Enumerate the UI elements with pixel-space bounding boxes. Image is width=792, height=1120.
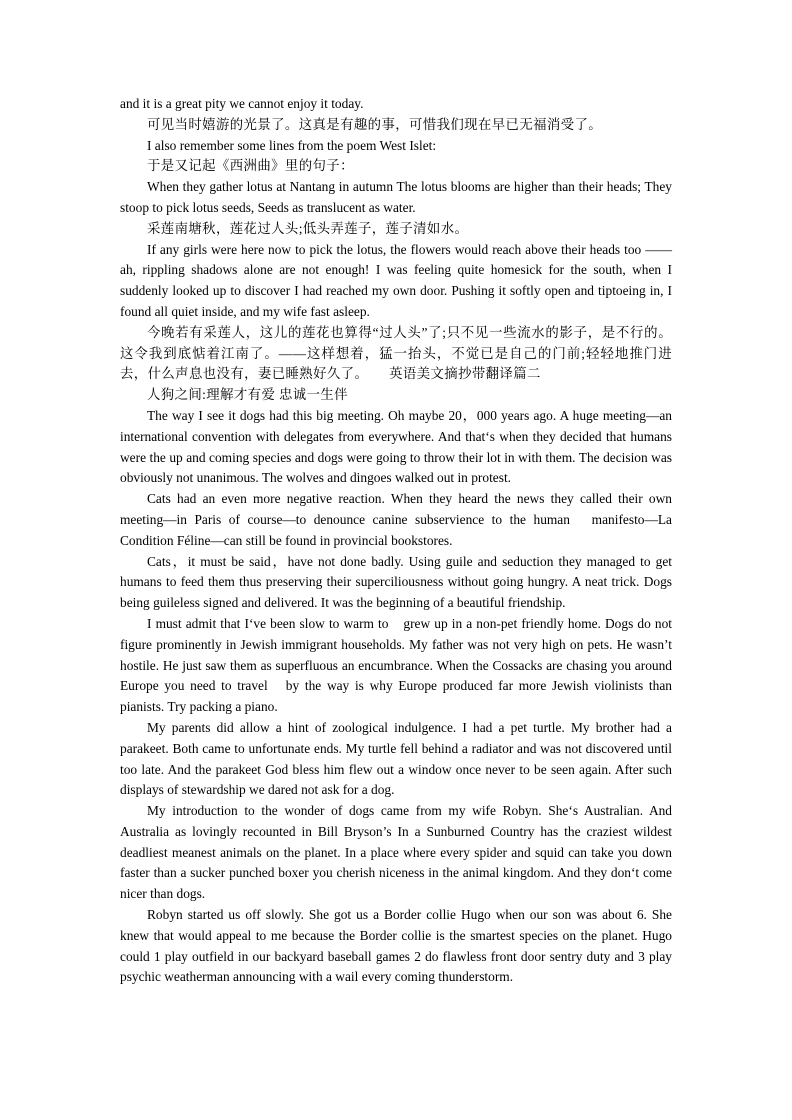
document-page [120,94,672,988]
paragraph: Cats，it must be said，have not done badly. Using guile and seduction they managed to get humans to feed them thus preserving their superciliousness without going hungry. A neat trick. Dogs being guileless signed and delivered. It was the beginning of a beautiful friendship. [120,553,672,611]
paragraph: If any girls were here now to pick the lotus, the flowers would reach above their heads too —— ah, rippling shadows alone are not enough! I was feeling quite homesick for the south, when I suddenly looked up to discover I had reached my own door. Pushing it softly open and tiptoeing in, I found all quiet inside, and my wife fast asleep. [120,241,672,319]
section-heading: 人狗之间:理解才有爱 忠诚一生伴 [147,387,348,403]
paragraph: 可见当时嬉游的光景了。这真是有趣的事，可惜我们现在早已无福消受了。 [147,116,603,132]
paragraph: My parents did allow a hint of zoological indulgence. I had a pet turtle. My brother had a parakeet. Both came to unfortunate ends. My turtle fell behind a radiator and was not discovered until too late. And the parakeet God bless him flew out a window once never to be seen again. After such displays of stewardship we dared not ask for a dog. [120,719,672,798]
paragraph: Robyn started us off slowly. She got us a Border collie Hugo when our son was about 6. She knew that would appeal to me because the Border collie is the smartest species on the planet. Hugo could 1 play outfield in our backyard baseball games 2 do flawless front door sentry duty and 3 play psychic weatherman announcing with a wail every coming thunderstorm. [120,907,672,985]
paragraph: 今晚若有采莲人，这儿的莲花也算得“过人头”了;只不见一些流水的影子，是不行的。这令我到底惦着江南了。——这样想着，猛一抬头，不觉已是自己的门前;轻轻地推门进去，什么声息也没有，妻已睡熟好久了。 英语美文摘抄带翻译篇二 [120,324,672,382]
paragraph: 于是又记起《西洲曲》里的句子： [147,158,354,174]
paragraph: 采莲南塘秋，莲花过人头;低头弄莲子，莲子清如水。 [147,220,469,236]
paragraph: The way I see it dogs had this big meeting. Oh maybe 20，000 years ago. A huge meeting—an international convention with delegates from everywhere. And that‘s when they decided that humans were the up and coming species and dogs were going to throw their lot in with them. The decision was obviously not unanimous. The wolves and dingoes walked out in protest. [120,407,672,486]
paragraph: I also remember some lines from the poem West Islet: [147,137,437,153]
paragraph: When they gather lotus at Nantang in autumn The lotus blooms are higher than their heads; They stoop to pick lotus seeds, Seeds as translucent as water. [120,179,672,215]
paragraph: and it is a great pity we cannot enjoy it today. [120,96,364,111]
paragraph: My introduction to the wonder of dogs came from my wife Robyn. She‘s Australian. And Australia as lovingly recounted in Bill Bryson’s In a Sunburned Country has the craziest wildest deadliest meanest animals on the planet. In a place where every spider and squid can take you down faster than a sucker punched boxer you cherish niceness in the animal kingdom. And they don‘t come nicer than dogs. [120,803,672,902]
paragraph: Cats had an even more negative reaction. When they heard the news they called their own meeting—in Paris of course—to denounce canine subservience to the human manifesto—La Condition Féline—can still be found in provincial bookstores. [120,491,672,548]
paragraph: I must admit that I‘ve been slow to warm to grew up in a non-pet friendly home. Dogs do not figure prominently in Jewish immigrant households. My father was not very high on pets. He wasn’t hostile. He just saw them as superfluous an encumbrance. When the Cossacks are chasing you around Europe you need to travel by the way is why Europe produced far more Jewish violinists than pianists. Try packing a piano. [120,615,672,715]
